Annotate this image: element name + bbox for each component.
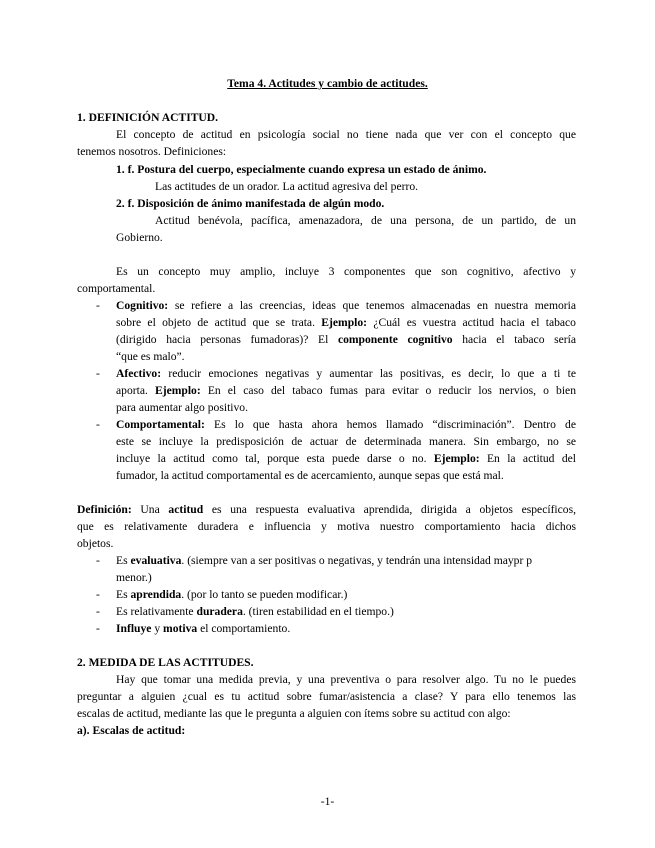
definition-2-text-line-1: Actitud benévola, pacífica, amenazadora, de una persona, de un partido, de un — [155, 214, 576, 227]
affective-line-3: para aumentar algo positivo. — [116, 401, 248, 414]
section-1-heading: 1. DEFINICIÓN ACTITUD. — [77, 111, 219, 124]
trait-evaluative-cont: menor.) — [116, 571, 152, 584]
measure-line-1: Hay que tomar una medida previa, y una preventiva o para resolver algo. Tu no le puedes — [116, 673, 576, 686]
cognitive-label: Cognitivo: — [116, 299, 169, 312]
bullet-dash: - — [96, 622, 100, 635]
behavioral-line-3: incluye la actitud como tal, porque esta puede darse o no. Ejemplo: En la actitud del — [116, 452, 576, 465]
behavioral-label: Comportamental: — [116, 418, 205, 431]
measure-line-3: escalas de actitud, mediante las que le pregunta a alguien con ítems sobre su actitud con algo: — [77, 707, 511, 720]
measure-line-2: preguntar a alguien ¿cual es tu actitud sobre fumar/asistencia a clase? Y para ello tenemos las — [77, 690, 576, 703]
cognitive-line-2: sobre el objeto de actitud que se trata. Ejemplo: ¿Cuál es vuestra actitud hacia el tabaco — [116, 316, 576, 329]
behavioral-line-1: Comportamental: Es lo que hasta ahora hemos llamado “discriminación”. Dentro de — [116, 418, 576, 431]
cognitive-line-4: “que es malo”. — [116, 350, 185, 363]
cognitive-line-3: (dirigido hacia personas fumadoras)? El componente cognitivo hacia el tabaco sería — [116, 333, 577, 346]
bullet-dash: - — [96, 299, 100, 312]
bullet-dash: - — [96, 588, 100, 601]
trait-influence: Influye y motiva el comportamiento. — [116, 622, 291, 635]
definition-2-title: 2. f. Disposición de ánimo manifestada de algún modo. — [116, 197, 385, 210]
definition-line-2: que es relativamente duradera e influencia y motiva nuestro comportamiento hacia dichos — [77, 520, 576, 533]
definition-1-title: 1. f. Postura del cuerpo, especialmente cuando expresa un estado de ánimo. — [116, 163, 487, 176]
behavioral-line-4: fumador, la actitud comportamental es de acercamiento, aunque sepas que está mal. — [116, 469, 504, 482]
subsection-heading: a). Escalas de actitud: — [77, 724, 186, 737]
page-number: -1- — [320, 795, 335, 808]
affective-line-2: aporta. Ejemplo: En el caso del tabaco fumas para evitar o reducir los nervios, o bien — [116, 384, 576, 397]
components-line-2: comportamental. — [77, 282, 156, 295]
behavioral-line-2: este se incluye la predisposición de actuar de determinada manera. Sin embargo, no se — [116, 435, 576, 448]
definition-line-3: objetos. — [77, 537, 114, 550]
page-title: Tema 4. Actitudes y cambio de actitudes. — [227, 77, 428, 90]
intro-line-1: El concepto de actitud en psicología social no tiene nada que ver con el concepto que — [116, 128, 576, 141]
bullet-dash: - — [96, 554, 100, 567]
bullet-dash: - — [96, 418, 100, 431]
cognitive-line-1: Cognitivo: se refiere a las creencias, ideas que tenemos almacenadas en nuestra memoria — [116, 299, 576, 312]
definition-2-text-line-2: Gobierno. — [116, 231, 163, 244]
section-2-heading: 2. MEDIDA DE LAS ACTITUDES. — [77, 656, 254, 669]
intro-line-2: tenemos nosotros. Definiciones: — [77, 145, 227, 158]
definition-1-text: Las actitudes de un orador. La actitud agresiva del perro. — [155, 180, 419, 193]
affective-line-1: Afectivo: reducir emociones negativas y aumentar las positivas, es decir, lo que a ti te — [116, 367, 576, 380]
components-line-1: Es un concepto muy amplio, incluye 3 componentes que son cognitivo, afectivo y — [116, 265, 576, 278]
definition-line-1: Definición: Una actitud es una respuesta evaluativa aprendida, dirigida a objetos específicos, — [77, 503, 577, 516]
affective-label: Afectivo: — [116, 367, 162, 380]
bullet-dash: - — [96, 367, 100, 380]
definition-label: Definición: — [77, 503, 132, 516]
trait-learned: Es aprendida. (por lo tanto se pueden modificar.) — [116, 588, 348, 601]
trait-durable: Es relativamente duradera. (tiren estabilidad en el tiempo.) — [116, 605, 394, 618]
trait-evaluative: Es evaluativa. (siempre van a ser positivas o negativas, y tendrán una intensidad maypr p — [116, 554, 533, 567]
bullet-dash: - — [96, 605, 100, 618]
